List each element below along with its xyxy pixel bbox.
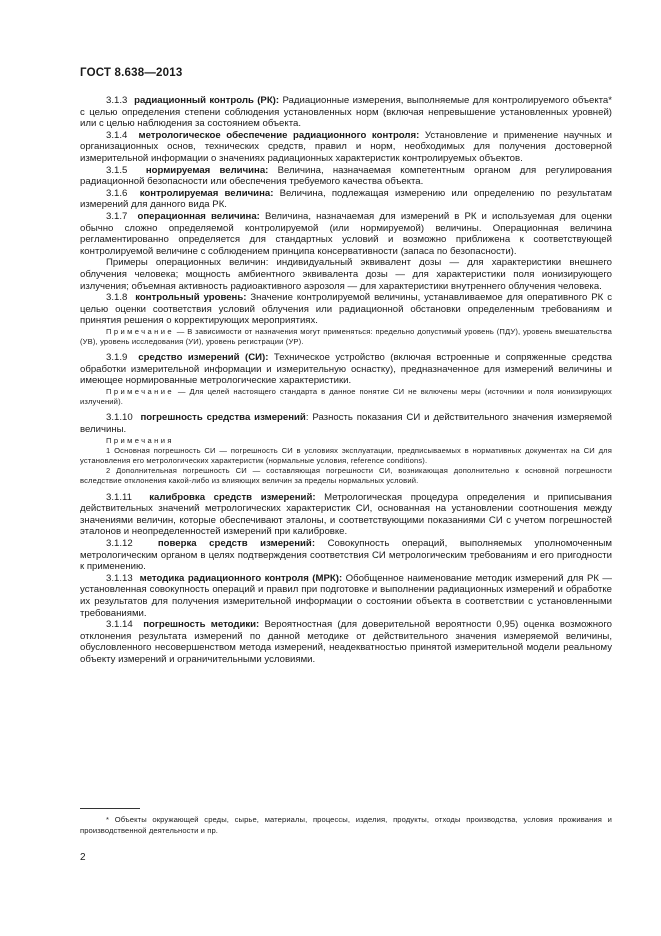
clause-3-1-5: 3.1.5 нормируемая величина: Величина, назначаемая компетентным органом для регулирования радиационной безопасности или обеспечения требуемого качества объекта. [80, 164, 612, 188]
clause-3-1-9: 3.1.9 средство измерений (СИ): Техническое устройство (включая встроенные и сопряженные средства обработки измерительной информации и измерительную оснастку), предназначенное для измерений величины и имеющее нормированные метрологические характеристики. [80, 352, 613, 387]
note-measuring-instrument: Примечание — Для целей настоящего стандарта в данное понятие СИ не включены меры (источники и поля ионизирующих излучений). [80, 387, 613, 407]
note-basic-error: 1 Основная погрешность СИ — погрешность СИ в условиях эксплуатации, предписываемых в нормативных документах на СИ для установления его метрологических характеристик (нормальные условия, reference conditions). [80, 445, 612, 466]
clause-3-1-7: 3.1.7 операционная величина: Величина, назначаемая для измерений в РК и используемая для оценки обычно сложно определяемой контролируемой (или нормируемой) величины. Операционная величина регламентированно определяется для стандартных условий и возможно приближена к соответствующей контролируемой величине с соблюдением принципа консервативности (запаса по безопасности). [80, 210, 612, 257]
footnote: * Объекты окружающей среды, сырье, материалы, процессы, изделия, продукты, отходы производства, условия проживания и производственной деятельности и пр. [80, 815, 612, 835]
clause-3-1-13: 3.1.13 методика радиационного контроля (МРК): Обобщенное наименование методик измерений для РК — установленная совокупность операций и правил при подготовке и выполнении радиационных измерений и обработке их результатов для получения измерительной информации о состоянии объекта в соответствии с установленными требованиями. [80, 572, 612, 619]
document-body [80, 95, 612, 666]
page-number: 2 [80, 852, 86, 863]
clause-3-1-7-examples: Примеры операционных величин: индивидуальный эквивалент дозы — для характеристики внешнего облучения человека; мощность амбиентного эквивалента дозы — для характеристики поля ионизирующего излучения; объемная активность радиоактивного аэрозоля — для характеристики внутреннего облучения человека. [80, 257, 612, 292]
note-control-level: Примечание — В зависимости от назначения могут применяться: предельно допустимый уровень (ПДУ), уровень вмешательства (УВ), уровень исследования (УИ), уровень регистрации (УР). [80, 326, 612, 347]
note-additional-error: 2 Дополнительная погрешность СИ — составляющая погрешности СИ, возникающая дополнительно к основной погрешности вследствие отклонения какой-либо из влияющих величин за пределы нормальных условий. [80, 466, 612, 486]
notes-heading: Примечания [106, 435, 174, 445]
clause-3-1-12: 3.1.12 поверка средств измерений: Совокупность операций, выполняемых уполномоченным метрологическим органом в целях подтверждения соответствия СИ метрологическим требованиям и его пригодности к применению. [80, 538, 612, 573]
clause-3-1-11: 3.1.11 калибровка средств измерений: Метрологическая процедура определения и приписывания действительных значений метрологических характеристик СИ, основанная на установлении соотношения между значениями величин, которые обеспечивают эталоны, и соответствующими показаниями СИ с учетом погрешностей эталонов и неопределенностей измерений при калибровке. [80, 491, 612, 538]
clause-3-1-6: 3.1.6 контролируемая величина: Величина, подлежащая измерению или определению по результатам измерений для данного вида РК. [80, 187, 612, 211]
clause-3-1-10: 3.1.10 погрешность средства измерений: Разность показания СИ и действительного значения измеряемой величины. [80, 412, 612, 436]
clause-3-1-4: 3.1.4 метрологическое обеспечение радиационного контроля: Установление и применение научных и организационных основ, технических средств, правил и норм, необходимых для получения достоверной измерительной информации о значениях радиационных характеристик контролируемых объектов. [80, 129, 612, 164]
footnote-divider [80, 808, 140, 809]
clause-3-1-14: 3.1.14 погрешность методики: Вероятностная (для доверительной вероятности 0,95) оценка возможного отклонения результата измерений по данной методике от действительного значения измеряемой величины, обусловленного несовершенством метода измерений, неадекватностью принятой измерительной модели реальному объекту измерений и ограничительными условиями. [80, 619, 612, 665]
clause-3-1-3: 3.1.3 радиационный контроль (РК): Радиационные измерения, выполняемые для контролируемого объекта* с целью определения степени соблюдения установленных норм (включая непревышение установленных уровней) или с целью наблюдения за состоянием объекта. [80, 95, 612, 130]
clause-3-1-8: 3.1.8 контрольный уровень: Значение контролируемой величины, устанавливаемое для оперативного РК с целью оценки соответствия условий облучения или радиационной обстановки определенным требованиям и принятия решения о корректирующих мероприятиях. [80, 292, 612, 327]
document-header: ГОСТ 8.638—2013 [80, 67, 183, 79]
